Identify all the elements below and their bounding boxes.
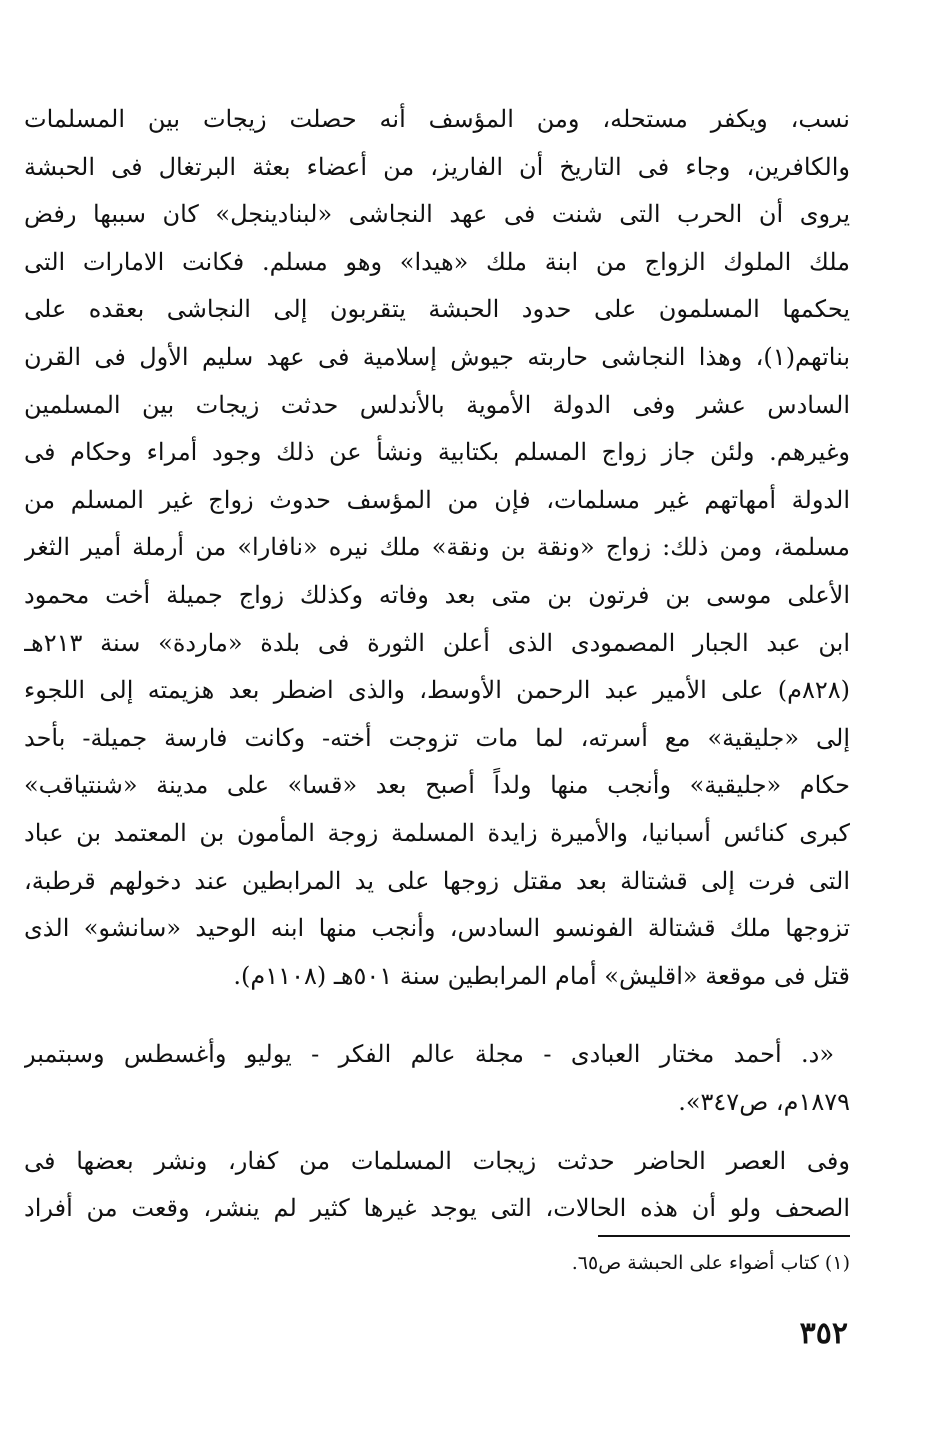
- citation-line: «د. أحمد مختار العبادى - مجلة عالم الفكر - يوليو وأغسطس وسبتمبر: [24, 1040, 834, 1068]
- text-line: التى فرت إلى قشتالة بعد مقتل زوجها على يد المرابطين عند دخولهم قرطبة،: [24, 866, 850, 895]
- page-number: ٣٥٢: [799, 1316, 848, 1351]
- text-line: إلى «جليقية» مع أسرته، لما مات تزوجت أخته- وكانت فارسة جميلة- بأحد: [24, 723, 850, 752]
- text-line: حكام «جليقية» وأنجب منها ولداً أصبح بعد «قسا» على مدينة «شنتياقب»: [24, 771, 850, 800]
- text-line: (٨٢٨م) على الأمير عبد الرحمن الأوسط، والذى اضطر بعد هزيمته إلى اللجوء: [24, 676, 850, 705]
- text-line: ابن عبد الجبار المصمودى الذى أعلن الثورة فى بلدة «ماردة» سنة ٢١٣هـ: [24, 628, 850, 657]
- text-line: يحكمها المسلمون على حدود الحبشة يتقربون إلى النجاشى بعقده على: [24, 295, 850, 324]
- text-line: والكافرين، وجاء فى التاريخ أن الفاريز، من أعضاء بعثة البرتغال فى الحبشة: [24, 152, 850, 181]
- text-line: يروى أن الحرب التى شنت فى عهد النجاشى «لبنادينجل» كان سببها رفض: [24, 200, 850, 229]
- footnote: (١) كتاب أضواء على الحبشة ص٦٥.: [571, 1252, 850, 1274]
- text-line: نسب، ويكفر مستحله، ومن المؤسف أنه حصلت زيجات بين المسلمات: [24, 105, 850, 133]
- footnote-divider: [598, 1235, 850, 1237]
- text-line: تزوجها ملك قشتالة الفونسو السادس، وأنجب منها ابنه الوحيد «سانشو» الذى: [24, 914, 850, 943]
- text-line: الأعلى موسى بن فرتون بن متى بعد وفاته وكذلك زواج جميلة أخت محمود: [24, 580, 850, 609]
- text-line: وفى العصر الحاضر حدثت زيجات المسلمات من كفار، ونشر بعضها فى: [24, 1147, 850, 1175]
- text-line: ملك الملوك الزواج من ابنة ملك «هيدا» وهو مسلم. فكانت الامارات التى: [24, 247, 850, 276]
- text-line: الصحف ولو أن هذه الحالات، التى يوجد غيرها كثير لم ينشر، وقعت من أفراد: [24, 1194, 850, 1222]
- text-line: قتل فى موقعة «اقليش» أمام المرابطين سنة ٥٠١هـ (١١٠٨م).: [233, 961, 850, 990]
- text-line: الدولة أمهاتهم غير مسلمات، فإن من المؤسف حدوث زواج غير المسلم من: [24, 485, 850, 514]
- text-line: كبرى كنائس أسبانيا، والأميرة زايدة المسلمة زوجة المأمون بن المعتمد بن عباد: [24, 818, 850, 847]
- closing-paragraph: [24, 1138, 850, 1232]
- text-line: مسلمة، ومن ذلك: زواج «ونقة بن ونقة» ملك نيره «نافارا» من أرملة أمير الثغر: [24, 533, 850, 562]
- text-line: السادس عشر وفى الدولة الأموية بالأندلس حدثت زيجات بين المسلمين: [24, 390, 850, 419]
- citation-block: [24, 1030, 850, 1126]
- main-paragraph: [24, 96, 850, 1000]
- text-line: بناتهم(١)، وهذا النجاشى حاربته جيوش إسلامية فى عهد سليم الأول فى القرن: [24, 342, 850, 371]
- citation-line: ١٨٧٩م، ص٣٤٧».: [678, 1088, 850, 1116]
- text-line: وغيرهم. ولئن جاز زواج المسلم بكتابية ونشأ عن ذلك وجود أمراء وحكام فى: [24, 438, 850, 467]
